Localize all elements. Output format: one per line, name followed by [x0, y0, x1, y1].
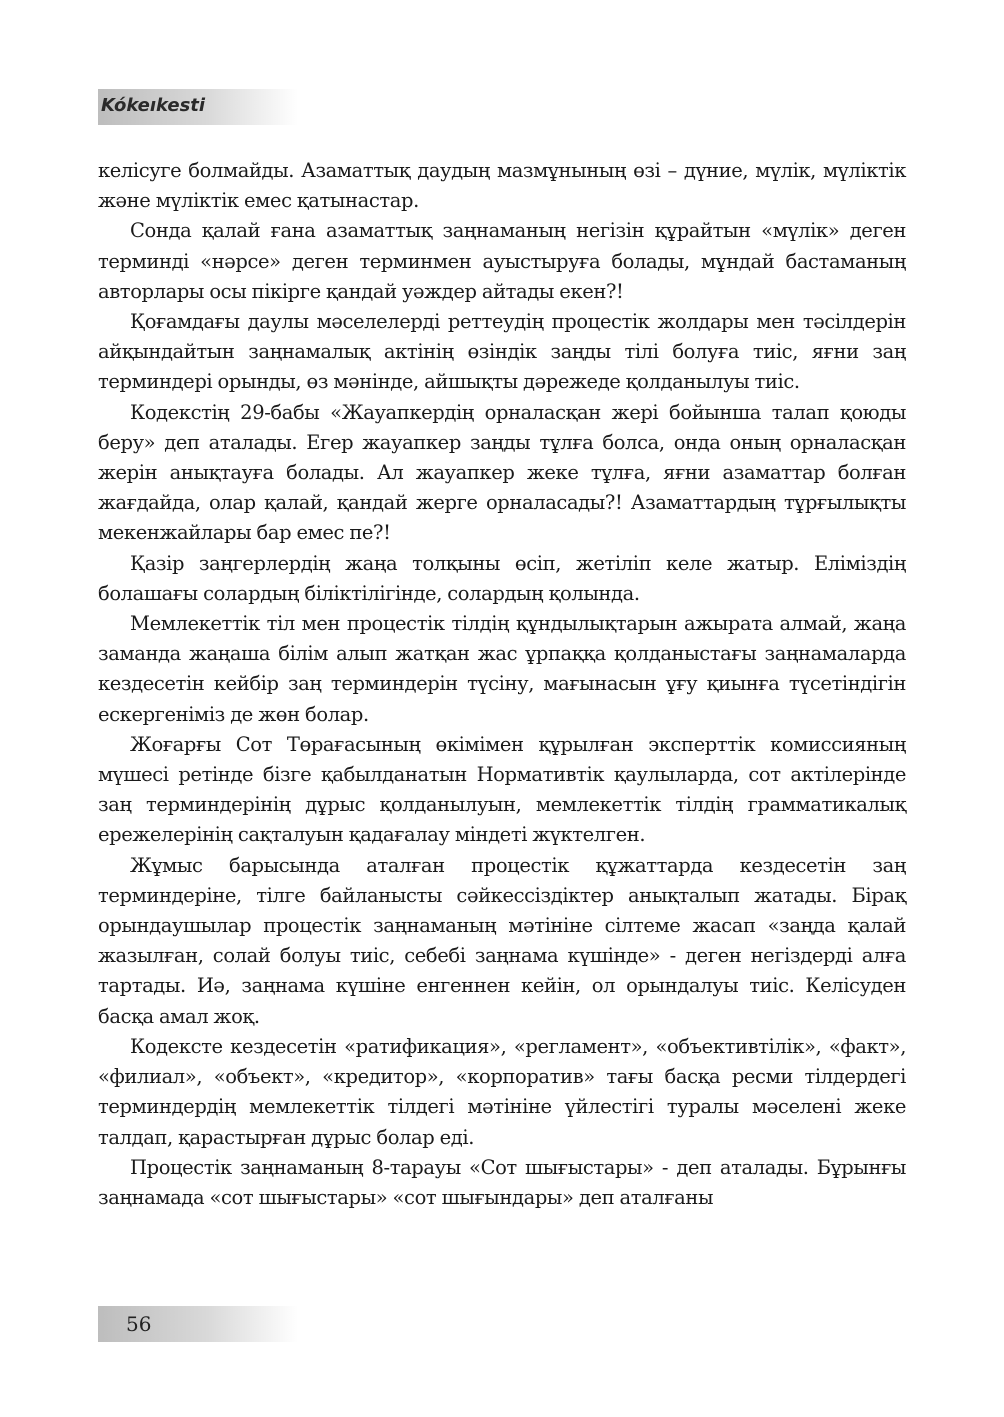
paragraph: Кодекстің 29-бабы «Жауапкердің орналасқан жері бойынша талап қоюды беру» деп аталады. Егер жауапкер заңды тұлға болса, онда оның орналасқан жерін анықтауға болады. Ал жауапкер жеке тұлға, яғни азаматтар болған жағдайда, олар қалай, қандай жерге орналасады?! Азаматтардың тұрғылықты мекенжайлары бар емес пе?! — [98, 400, 906, 545]
paragraph: келісуге болмайды. Азаматтық даудың мазмұнының өзі – дүние, мүлік, мүліктік және мүліктік емес қатынастар. — [98, 159, 906, 213]
running-header — [98, 89, 298, 125]
paragraph: Сонда қалай ғана азаматтық заңнаманың негізін құрайтын «мүлік» деген терминді «нәрсе» деген терминмен ауыстыруға болады, мұндай бастаманың авторлары осы пікірге қандай уәждер айтады екен?! — [98, 219, 906, 303]
page-number-footer — [98, 1306, 298, 1342]
body-text — [98, 156, 906, 1213]
paragraph: Жұмыс барысында аталған процестік құжаттарда кездесетін заң терминдеріне, тілге байланысты сәйкессіздіктер анықталып жатады. Бірақ орындаушылар процестік заңнаманың мәтініне сілтеме жасап «заңда қалай жазылған, солай болуы тиіс, себебі заңнама күшінде» - деген негіздерді алға тартады. Иә, заңнама күшіне енгеннен кейін, ол орындалуы тиіс. Келісуден басқа амал жоқ. — [98, 853, 906, 1028]
running-title: Kókeıkesti — [101, 95, 206, 116]
paragraph: Процестік заңнаманың 8-тарауы «Сот шығыстары» - деп аталады. Бұрынғы заңнамада «сот шығыстары» «сот шығындары» деп аталғаны — [98, 1155, 906, 1209]
paragraph: Қоғамдағы даулы мәселелерді реттеудің процестік жолдары мен тәсілдерін айқындайтын заңнамалық актінің өзіндік заңды тілі болуға тиіс, яғни заң терминдері орынды, өз мәнінде, айшықты дәрежеде қолданылуы тиіс. — [98, 310, 906, 394]
paragraph: Мемлекеттік тіл мен процестік тілдің құндылықтарын ажырата алмай, жаңа заманда жаңаша білім алып жатқан жас ұрпаққа қолданыстағы заңнамаларда кездесетін кейбір заң терминдерін түсіну, мағынасын ұғу қиынға түсетіндігін ескергеніміз де жөн болар. — [98, 612, 906, 726]
page-number: 56 — [126, 1312, 152, 1336]
paragraph: Қазір заңгерлердің жаңа толқыны өсіп, жетіліп келе жатыр. Еліміздің болашағы солардың біліктілігінде, солардың қолында. — [98, 551, 906, 605]
paragraph: Кодексте кездесетін «ратификация», «регламент», «объективтілік», «факт», «филиал», «объект», «кредитор», «корпоратив» тағы басқа ресми тілдердегі терминдердің мемлекеттік тілдегі мәтініне үйлестігі туралы мәселені жеке талдап, қарастырған дұрыс болар еді. — [98, 1034, 906, 1149]
paragraph: Жоғарғы Сот Төрағасының өкімімен құрылған эксперттік комиссияның мүшесі ретінде бізге қабылданатын Нормативтік қаулыларда, сот актілерінде заң терминдерінің дұрыс қолданылуын, мемлекеттік тілдің грамматикалық ережелерінің сақталуын қадағалау міндеті жүктелген. — [98, 732, 906, 847]
